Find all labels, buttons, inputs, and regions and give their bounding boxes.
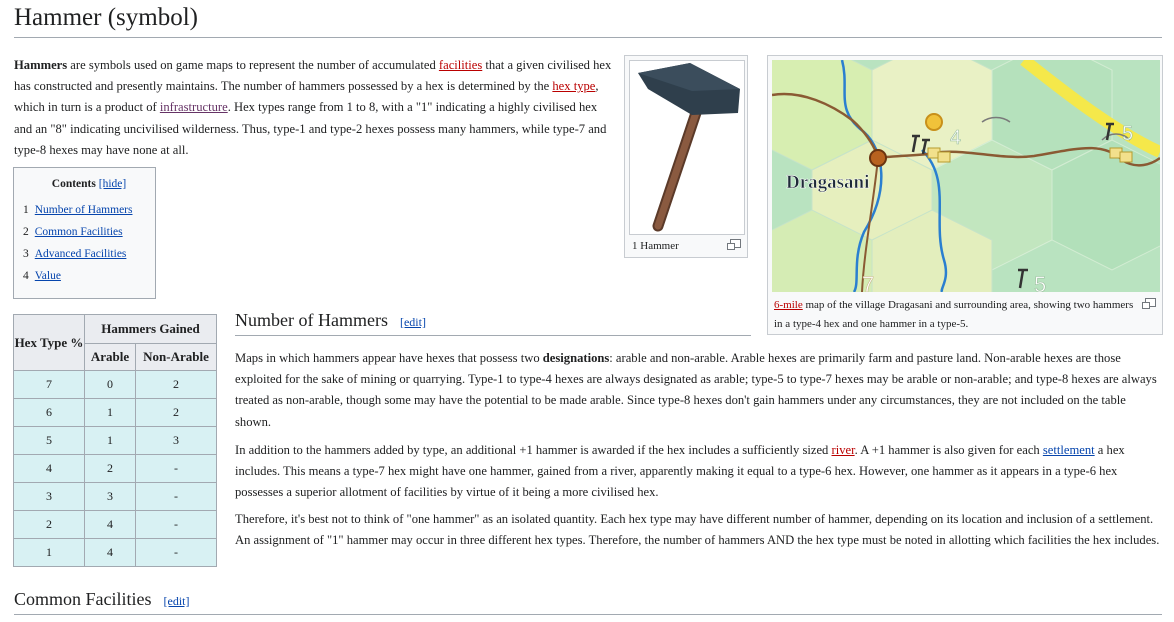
hammer-figure [624,55,748,258]
map-hex-label: 5 [1122,123,1134,145]
table-of-contents [13,167,156,299]
intro-paragraph: Hammers are symbols used on game maps to represent the number of accumulated facilities that a given civilised hex has constructed and presently maintains. The number of hammers possessed by a hex is determined by the hex type, which in turn is a product of infrastructure. Hex types range from 1 to 8, with a "1" indicating a highly civilised hex and an "8" indicating uncivilised wilderness. Thus, type-1 and type-2 hexes possess many hammers, while type-7 and type-8 hexes may have none at all. [14,58,612,157]
hammer-icon [630,61,744,234]
hex-map [772,60,1160,292]
column-non-arable: Non-Arable [136,344,217,371]
hammer-image[interactable] [629,60,745,235]
link-hex-type[interactable]: hex type [552,79,596,94]
paragraph: Therefore, it's best not to think of "one hammer" as an isolated quantity. Each hex type may have different number of hammer, depending on its location and inclusion of a settlement. An assignment of "1" hammer may occur in three different hex types. Therefore, the number of hammers AND the hex type must be noted in allotting which facilities the hex includes. [235,512,1160,548]
map-caption: 6-mile map of the village Dragasani and surrounding area, showing two hammers in a type-4 hex and one hammer in a type-5. [774,299,1134,330]
toc-item-value[interactable]: 4 Value [23,270,61,282]
edit-button[interactable]: [edit] [399,315,426,329]
link-facilities[interactable]: facilities [438,58,483,72]
map-village-label: Dragasani [786,172,870,193]
table-row: 1 4 - [14,539,217,567]
link-settlement[interactable]: settlement [1042,443,1095,457]
enlarge-icon[interactable] [730,239,741,248]
section-heading-number-of-hammers: Number of Hammers [edit] [235,310,751,336]
column-hammers-gained: Hammers Gained [85,315,217,344]
toc-hide-button[interactable]: [hide] [98,178,127,190]
map-image[interactable] [772,60,1160,292]
link-infrastructure[interactable]: infrastructure [159,100,228,115]
column-hex-type: Hex Type % [14,315,85,371]
intro-term: Hammers [14,58,68,72]
table-row: 5 1 3 [14,427,217,455]
table-row: 2 4 - [14,511,217,539]
toc-item-common-facilities[interactable]: 2 Common Facilities [23,226,123,238]
link-6-mile[interactable]: 6-mile [774,299,803,311]
table-row: 6 1 2 [14,399,217,427]
toc-title: Contents [51,178,96,190]
table-row: 7 0 2 [14,371,217,399]
column-arable: Arable [85,344,136,371]
map-hex-label: 7 [862,272,875,292]
table-row: 4 2 - [14,455,217,483]
map-hex-label: 5 [1034,272,1047,292]
edit-button[interactable]: [edit] [163,594,190,608]
map-figure [767,55,1163,335]
section-heading-common-facilities: Common Facilities [edit] [14,589,1162,615]
table-row: 3 3 - [14,483,217,511]
enlarge-icon[interactable] [1145,298,1156,307]
toc-item-number-of-hammers[interactable]: 1 Number of Hammers [23,204,133,216]
map-hex-label: 4 [950,127,962,149]
hammers-table [13,314,217,567]
toc-item-advanced-facilities[interactable]: 3 Advanced Facilities [23,248,127,260]
paragraph: Maps in which hammers appear have hexes that possess two designations: arable and non-arable. Arable hexes are primarily farm and pasture land. Non-arable hexes are those exploited for the sake of mining or quarrying. Type-1 to type-4 hexes are always designated as arable; type-5 to type-7 hexes may be arable or non-arable; and type-8 hexes are always treated as non-arable, though some may have the potential to be made arable. Since type-8 hexes don't gain hammers under any circumstances, they are not included on the table shown. [235,351,1157,429]
hammer-caption: 1 Hammer [632,240,679,252]
page-title: Hammer (symbol) [14,4,1162,38]
link-river[interactable]: river [831,443,855,457]
paragraph: In addition to the hammers added by type, an additional +1 hammer is awarded if the hex includes a sufficiently sized river. A +1 hammer is also given for each settlement a hex includes. This means a type-7 hex might have one hammer, gained from a river, apparently making it equal to a type-6 hex. However, one hammer as it appears in a type-6 hex possesses a superior allotment of facilities by virtue of it being a more civilised hex. [235,443,1125,500]
